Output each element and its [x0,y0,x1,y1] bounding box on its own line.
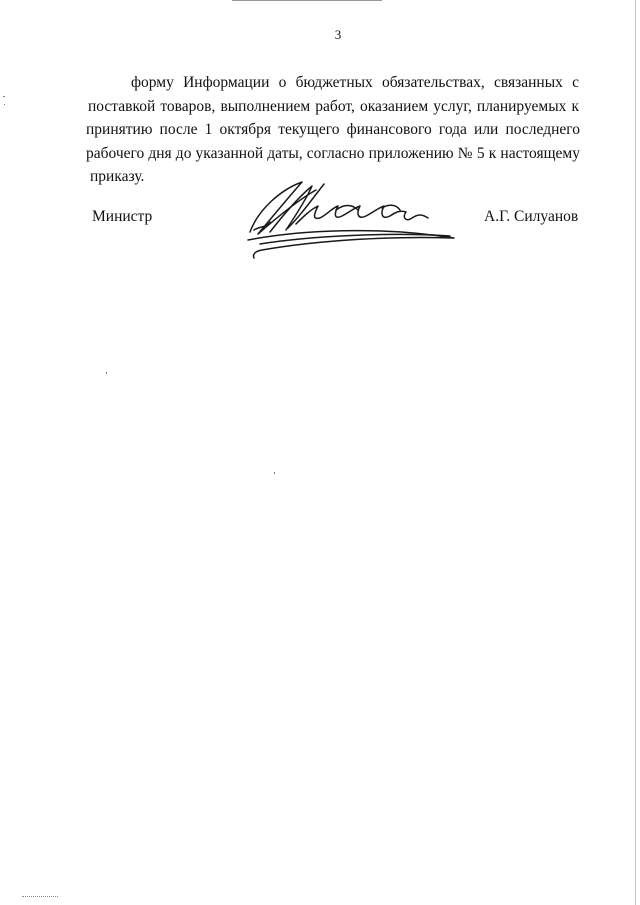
handwritten-signature [240,170,470,260]
scan-speck [274,472,275,474]
signatory-title: Министр [92,208,153,225]
right-edge-rule [635,0,636,905]
scan-speck [3,96,5,97]
signatory-name: А.Г. Силуанов [484,208,579,225]
body-line-4: рабочего дня до указанной даты, согласно приложению № 5 к настоящему [86,145,580,162]
scan-edge-marks [22,896,58,898]
scan-speck [106,372,107,374]
body-line-1: форму Информации о бюджетных обязательствах, связанных с [131,74,579,91]
body-line-3: принятию после 1 октября текущего финансового года или последнего [86,121,580,138]
scan-speck [4,104,5,105]
page-number: 3 [334,27,342,42]
top-edge-rule [232,0,382,1]
body-line-2: поставкой товаров, выполнением работ, оказанием услуг, планируемых к [88,98,579,115]
body-line-5: приказу. [90,168,145,185]
